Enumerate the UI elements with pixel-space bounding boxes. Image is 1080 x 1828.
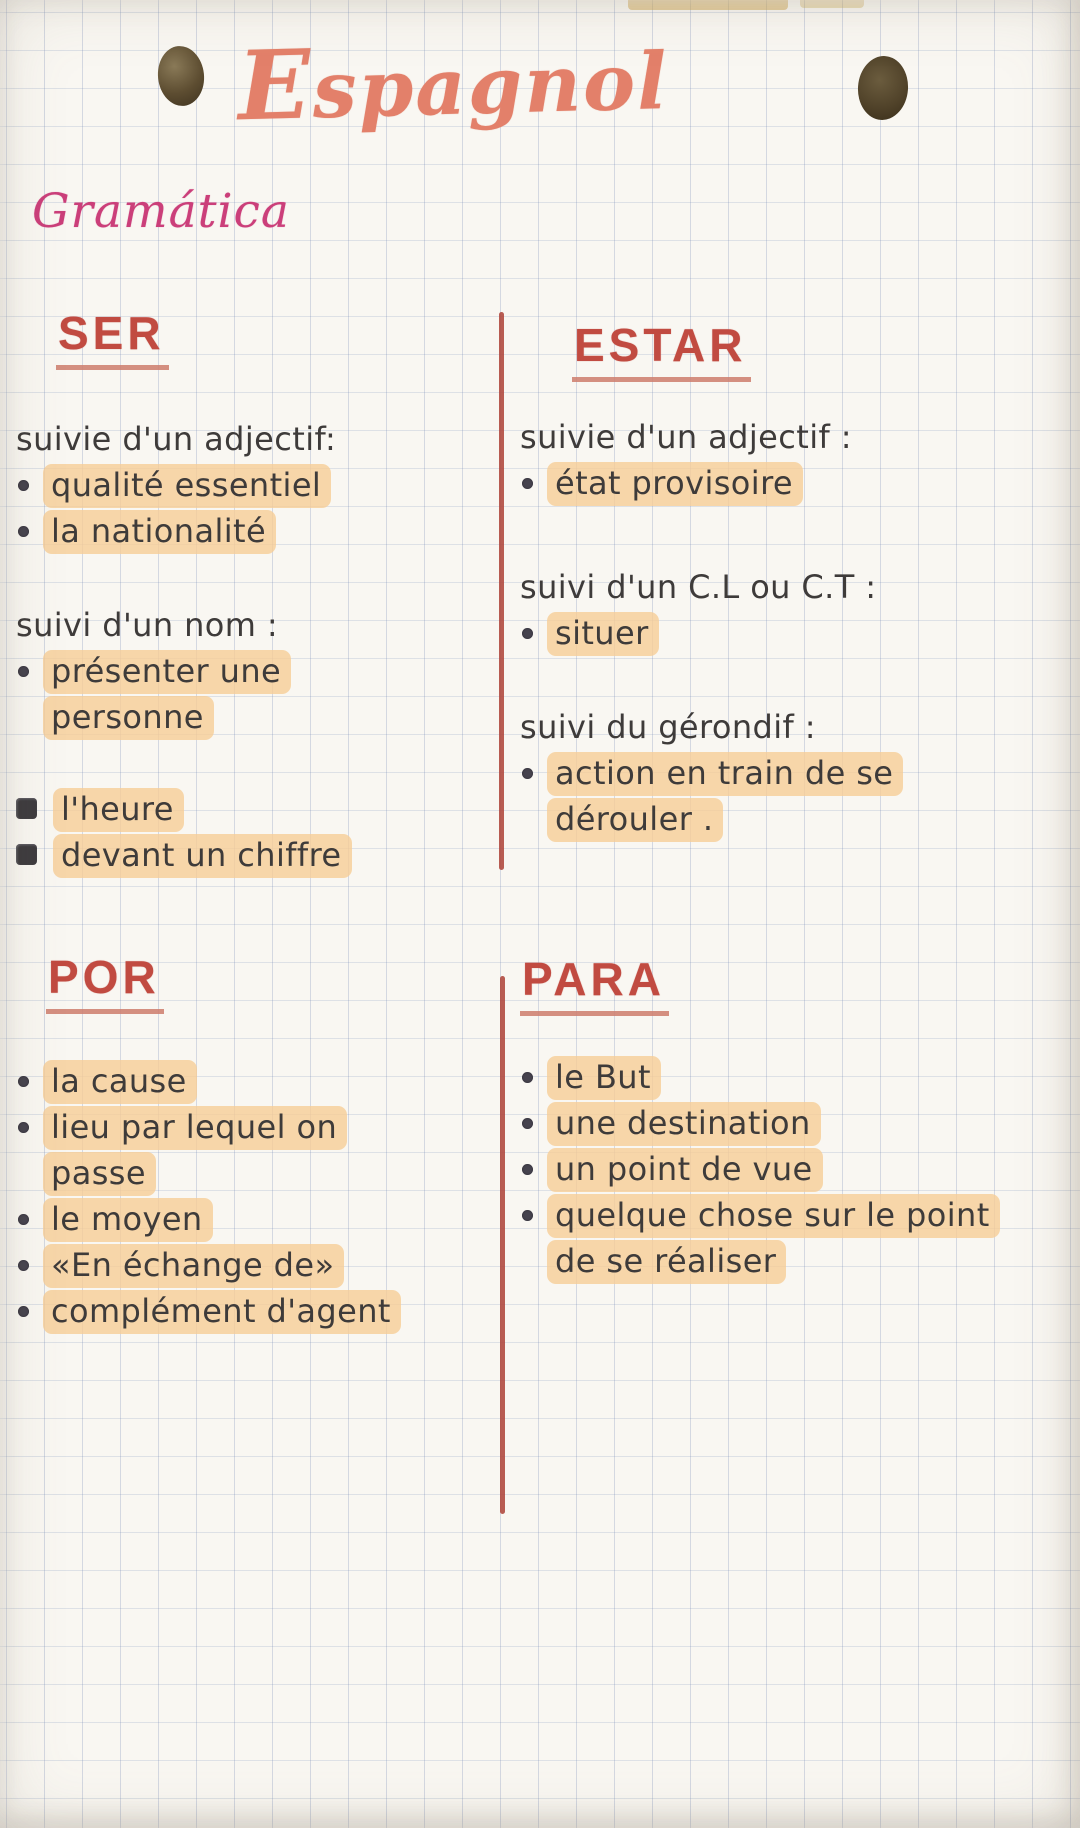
highlighted-text: le moyen xyxy=(43,1198,213,1242)
para-section xyxy=(520,1054,1076,1284)
bullet-dot-icon xyxy=(522,1118,533,1129)
bullet-dot-icon xyxy=(522,478,533,489)
list-item xyxy=(16,786,512,832)
highlighted-text: le But xyxy=(547,1056,661,1100)
bullet-dot-icon xyxy=(18,666,29,677)
list-item xyxy=(16,1104,512,1196)
bullet-dot-icon xyxy=(18,1214,29,1225)
highlighted-text: quelque chose sur le point de se réaliser xyxy=(547,1194,1000,1284)
list-item xyxy=(520,610,1072,656)
highlighted-text: complément d'agent xyxy=(43,1290,401,1334)
bullet-dot-icon xyxy=(522,1210,533,1221)
section-heading-para: PARA xyxy=(520,952,669,1016)
list-item xyxy=(16,1288,512,1334)
highlighted-text: l'heure xyxy=(53,788,184,832)
highlighted-text: situer xyxy=(547,612,659,656)
highlighted-text: état provisoire xyxy=(547,462,803,506)
list-item xyxy=(520,750,1072,842)
bullet-dot-icon xyxy=(522,1164,533,1175)
section-heading-por: POR xyxy=(46,950,164,1014)
list-item xyxy=(16,1196,512,1242)
page-title: Espagnol xyxy=(236,29,670,143)
list-item xyxy=(16,832,512,878)
por-section xyxy=(16,1058,512,1334)
bullet-dot-icon xyxy=(18,1076,29,1087)
list-item xyxy=(520,460,1072,506)
highlighted-text: lieu par lequel on passe xyxy=(43,1106,347,1196)
bullet-dot-icon xyxy=(18,480,29,491)
binder-hole-right xyxy=(856,54,910,121)
section-heading-estar: ESTAR xyxy=(572,318,751,382)
bullet-dot-icon xyxy=(18,1306,29,1317)
list-item xyxy=(16,508,512,554)
highlighted-text: la nationalité xyxy=(43,510,276,554)
bullet-square-icon xyxy=(16,798,37,819)
list-item xyxy=(520,1146,1076,1192)
ser-intro-nom: suivi d'un nom : xyxy=(16,606,279,644)
ser-section xyxy=(16,416,512,878)
list-item xyxy=(16,1242,512,1288)
highlighted-text: la cause xyxy=(43,1060,197,1104)
highlighted-text: présenter une personne xyxy=(43,650,291,740)
bullet-dot-icon xyxy=(522,628,533,639)
section-heading-ser: SER xyxy=(56,306,169,370)
estar-intro-adjectif: suivie d'un adjectif : xyxy=(520,418,852,456)
highlighted-text: action en train de se dérouler . xyxy=(547,752,903,842)
highlighted-text: un point de vue xyxy=(547,1148,823,1192)
highlighted-text: devant un chiffre xyxy=(53,834,352,878)
list-item xyxy=(16,648,512,740)
estar-section xyxy=(520,414,1072,842)
list-item xyxy=(16,1058,512,1104)
highlighted-text: qualité essentiel xyxy=(43,464,331,508)
bullet-dot-icon xyxy=(18,526,29,537)
highlighted-text: une destination xyxy=(547,1102,821,1146)
ser-intro-adjectif: suivie d'un adjectif: xyxy=(16,420,337,458)
estar-intro-gerondif: suivi du gérondif : xyxy=(520,708,816,746)
bullet-dot-icon xyxy=(522,768,533,779)
list-item xyxy=(520,1100,1076,1146)
list-item xyxy=(520,1192,1076,1284)
bullet-dot-icon xyxy=(18,1122,29,1133)
estar-intro-cl-ct: suivi d'un C.L ou C.T : xyxy=(520,568,877,606)
list-item xyxy=(520,1054,1076,1100)
bullet-dot-icon xyxy=(18,1260,29,1271)
tape-residue xyxy=(628,0,788,10)
list-item xyxy=(16,462,512,508)
tape-residue xyxy=(800,0,864,8)
binder-hole-left xyxy=(155,44,207,108)
highlighted-text: «En échange de» xyxy=(43,1244,344,1288)
page-subtitle: Gramática xyxy=(32,184,290,239)
bullet-dot-icon xyxy=(522,1072,533,1083)
bullet-square-icon xyxy=(16,844,37,865)
